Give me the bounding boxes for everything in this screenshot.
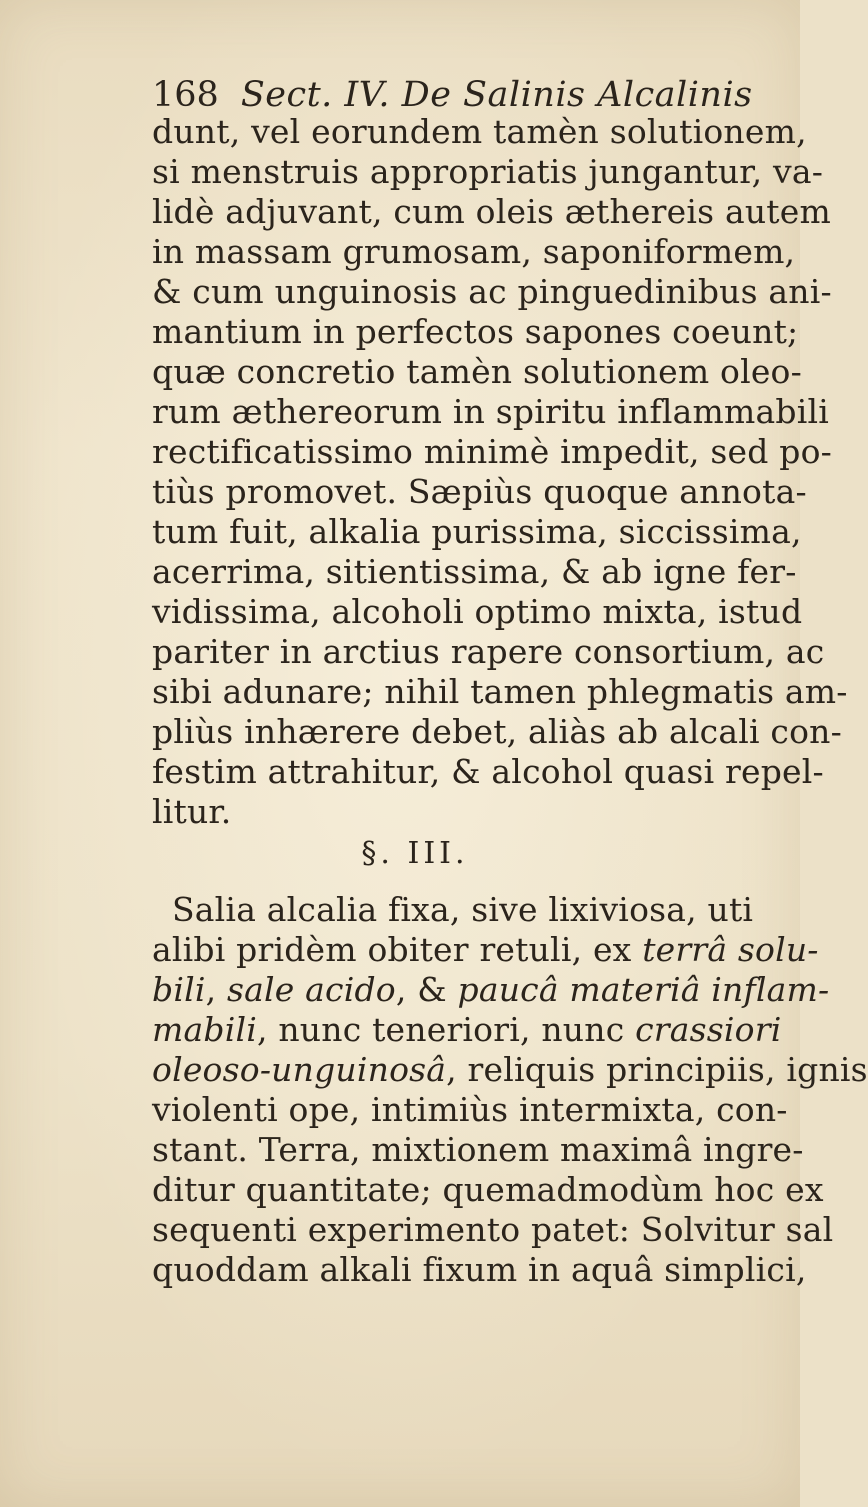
text-line: pariter in arctius rapere consortium, ac <box>152 632 825 671</box>
text-line: in massam grumosam, saponiformem, <box>152 232 796 271</box>
text-line <box>152 1250 807 1290</box>
text-segment: , reliquis principiis, ignis <box>446 1050 868 1089</box>
page-number: 168 <box>152 75 219 115</box>
text-line <box>152 1050 868 1090</box>
text-segment: alibi pridèm obiter retuli, ex <box>152 930 643 969</box>
text-segment: Salia alcalia fixa, sive lixiviosa, uti <box>172 890 754 929</box>
text-line: rum æthereorum in spiritu inflammabili <box>152 392 829 431</box>
text-line: tiùs promovet. Sæpiùs quoque annota- <box>152 472 807 511</box>
running-title: Sect. IV. De Salinis Alcalinis <box>240 75 753 115</box>
text-line <box>152 970 830 1010</box>
text-line <box>152 1210 834 1250</box>
italic-term: bili <box>152 970 206 1009</box>
text-segment: quoddam alkali fixum in aquâ simplici, <box>152 1250 807 1289</box>
text-segment: stant. Terra, mixtionem maximâ ingre- <box>152 1130 804 1169</box>
text-line: dunt, vel eorundem tamèn solutionem, <box>152 112 807 151</box>
italic-term: mabili <box>152 1010 257 1049</box>
text-segment: violenti ope, intimiùs intermixta, con- <box>152 1090 788 1129</box>
italic-term: sale acido <box>226 970 396 1009</box>
text-line <box>152 1170 824 1210</box>
text-line <box>172 890 792 930</box>
text-line: si menstruis appropriatis jungantur, va- <box>152 152 824 191</box>
text-line: vidissima, alcoholi optimo mixta, istud <box>152 592 803 631</box>
section-heading: §. III. <box>361 836 469 871</box>
text-line: litur. <box>152 792 232 831</box>
text-line <box>152 1130 804 1170</box>
text-line: & cum unguinosis ac pinguedinibus ani- <box>152 272 832 311</box>
text-line <box>152 1090 792 1130</box>
text-line: pliùs inhærere debet, aliàs ab alcali con- <box>152 712 842 751</box>
text-line: lidè adjuvant, cum oleis æthereis autem <box>152 192 831 231</box>
text-segment: , nunc teneriori, nunc <box>256 1010 636 1049</box>
text-line <box>152 1010 792 1050</box>
text-line <box>152 930 819 970</box>
italic-term: crassiori <box>635 1010 782 1049</box>
italic-term: terrâ solu- <box>642 930 819 969</box>
text-line: acerrima, sitientissima, & ab igne fer- <box>152 552 797 591</box>
italic-term: paucâ materiâ inflam- <box>457 970 830 1009</box>
text-segment: , & <box>395 970 458 1009</box>
text-line: sibi adunare; nihil tamen phlegmatis am- <box>152 672 848 711</box>
text-segment: sequenti experimento patet: Solvitur sal <box>152 1210 834 1249</box>
text-segment: ditur quantitate; quemadmodùm hoc ex <box>152 1170 824 1209</box>
text-line: festim attrahitur, & alcohol quasi repel- <box>152 752 824 791</box>
text-line: mantium in perfectos sapones coeunt; <box>152 312 799 351</box>
italic-term: oleoso-unguinosâ <box>152 1050 447 1089</box>
text-line: quæ concretio tamèn solutionem oleo- <box>152 352 802 391</box>
text-line: tum fuit, alkalia purissima, siccissima, <box>152 512 802 551</box>
text-line: rectificatissimo minimè impedit, sed po- <box>152 432 833 471</box>
text-segment: , <box>205 970 227 1009</box>
